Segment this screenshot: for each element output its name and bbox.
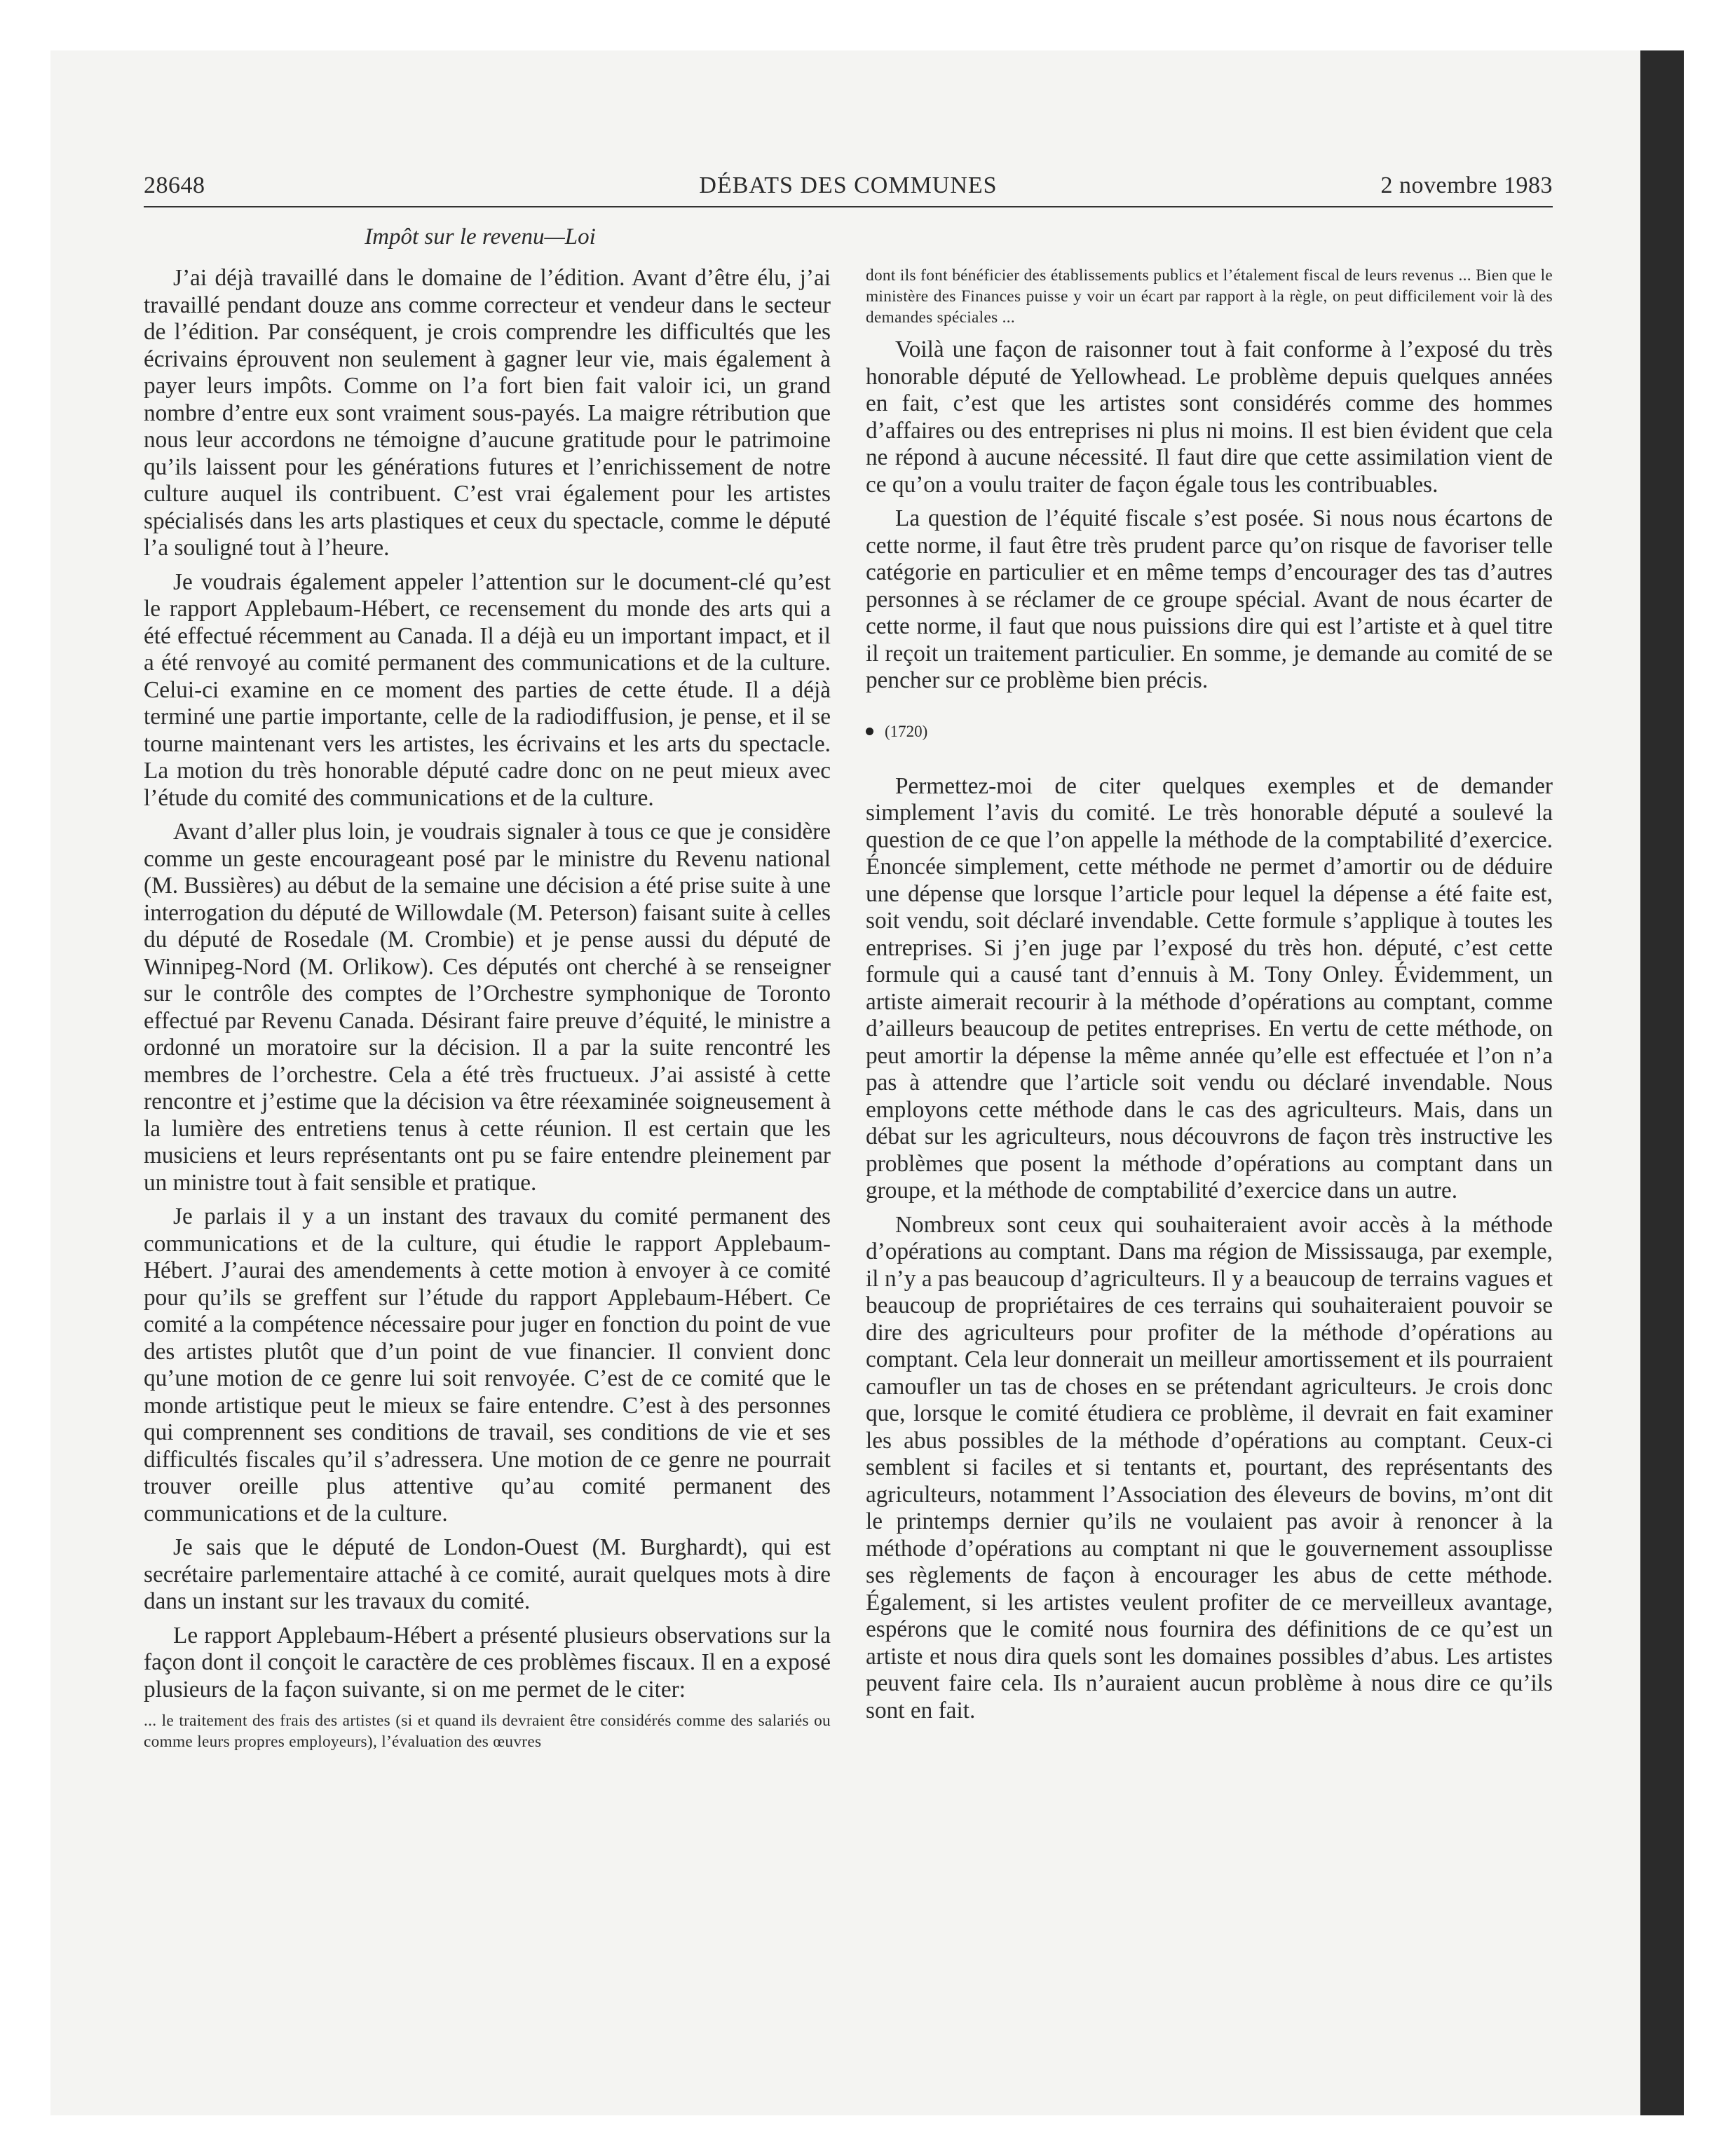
paragraph: Le rapport Applebaum-Hébert a présenté plusieurs observations sur la façon dont il conçoit le caractère de ces problèmes fiscaux. Il en a exposé plusieurs de la façon suivante, si on me permet de le citer: xyxy=(144,1622,831,1703)
right-column xyxy=(866,265,1553,1731)
paragraph: Je parlais il y a un instant des travaux du comité permanent des communications et de la culture, qui étudie le rapport Applebaum-Hébert. J’aurai des amendements à cette motion à envoyer à ce comité pour qu’ils se greffent sur l’étude du rapport Applebaum-Hébert. Ce comité a la compétence nécessaire pour juger en fonction du point de vue des artistes plutôt que d’un point de vue financier. Il convient donc qu’une motion de ce genre lui soit renvoyée. C’est de ce comité que le monde artistique peut le mieux se faire entendre. C’est à des personnes qui comprennent ses conditions de travail, ses conditions de vie et ses difficultés fiscales qu’il s’adressera. Une motion de ce genre ne pourrait trouver oreille plus attentive qu’au comité permanent des communications et de la culture. xyxy=(144,1203,831,1527)
header-rule xyxy=(144,206,1553,207)
paragraph: J’ai déjà travaillé dans le domaine de l’édition. Avant d’être élu, j’ai travaillé pendant douze ans comme correcteur et vendeur dans le secteur de l’édition. Par conséquent, je crois comprendre les difficultés que les écrivains éprouvent non seulement à gagner leur vie, mais également à payer leurs impôts. Comme on l’a fort bien fait valoir ici, un grand nombre d’entre eux sont vraiment sous-payés. La maigre rétribution que nous leur accordons ne témoigne d’aucune gratitude pour le patrimoine qu’ils laissent pour les générations futures et l’enrichissement de notre culture auquel ils contribuent. C’est vrai également pour les artistes spécialisés dans les arts plastiques et ceux du spectacle, comme le député l’a souligné tout à l’heure. xyxy=(144,265,831,561)
page-date: 2 novembre 1983 xyxy=(1380,172,1553,198)
section-title: Impôt sur le revenu—Loi xyxy=(365,224,596,250)
block-quote: ... le traitement des frais des artistes (si et quand ils devraient être considérés comme des salariés ou comme leurs propres employeurs), l’évaluation des œuvres xyxy=(144,1712,831,1751)
time-marker xyxy=(866,723,1553,741)
paragraph: Nombreux sont ceux qui souhaiteraient avoir accès à la méthode d’opérations au comptant. Dans ma région de Mississauga, par exemple, il n’y a pas beaucoup d’agriculteurs. Il y a beaucoup de terrains vagues et beaucoup de propriétaires de ces terrains qui souhaiteraient pouvoir se dire des agriculteurs pour profiter de la méthode d’opérations au comptant. Cela leur donnerait un meilleur amortissement et ils pourraient camoufler un tas de choses en se prétendant agriculteurs. Je crois donc que, lorsque le comité étudiera ce problème, il devrait en fait examiner les abus possibles de la méthode d’opérations au comptant. Ceux-ci semblent si faciles et si tentants et, pourtant, des représentants des agriculteurs, notamment l’Association des éleveurs de bovins, m’ont dit le printemps dernier qu’ils ne voulaient pas avoir à renoncer à la méthode d’opérations au comptant ni que le gouvernement assouplisse ses règlements de façon à encourager les abus de cette méthode. Également, si les artistes veulent profiter de ce merveilleux avantage, espérons que le comité nous fournira des définitions de ce qu’est un artiste et nous dira quels sont les domaines possibles d’abus. Les artistes peuvent faire cela. Ils n’auraient aucun problème à nous dire ce qu’ils sont en fait. xyxy=(866,1211,1553,1724)
block-quote-continued: dont ils font bénéficier des établissements publics et l’étalement fiscal de leurs revenus ... Bien que le ministère des Finances puisse y voir un écart par rapport à la règle, on peut difficilement voir là des demandes spéciales ... xyxy=(866,266,1553,327)
paragraph: Permettez-moi de citer quelques exemples et de demander simplement l’avis du comité. Le très honorable député a soulevé la question de ce que l’on appelle la méthode de la comptabilité d’exercice. Énoncée simplement, cette méthode ne permet d’amortir ou de déduire une dépense que lorsque l’article pour lequel la dépense a été faite est, soit vendu, soit déclaré invendable. Cette formule s’applique à toutes les entreprises. Si j’en juge par l’exposé du très hon. député, c’est cette formule qui a causé tant d’ennuis à M. Tony Onley. Évidemment, un artiste aimerait recourir à la méthode d’opérations au comptant, comme d’ailleurs beaucoup de petites entreprises. En vertu de cette méthode, on peut amortir la dépense la même année qu’elle est effectuée et l’on n’a pas à attendre que l’article soit vendu ou déclaré invendable. Nous employons cette méthode dans le cas des agriculteurs. Mais, dans un débat sur les agriculteurs, nous découvrons de façon très instructive les problèmes que posent la méthode d’opérations au comptant dans un groupe, et la méthode de comptabilité d’exercice dans un autre. xyxy=(866,772,1553,1203)
publication-title: DÉBATS DES COMMUNES xyxy=(699,172,998,198)
time-marker-text: (1720) xyxy=(885,722,928,740)
bullet-dot-icon xyxy=(866,728,873,735)
paragraph: Avant d’aller plus loin, je voudrais signaler à tous ce que je considère comme un geste encourageant posé par le ministre du Revenu national (M. Bussières) au début de la semaine une décision a été prise suite à une interrogation du député de Willowdale (M. Peterson) faisant suite à celles du député de Rosedale (M. Crombie) et je pense aussi du député de Winnipeg-Nord (M. Orlikow). Ces députés ont cherché à se renseigner sur le contrôle des comptes de l’Orchestre symphonique de Toronto effectué par Revenu Canada. Désirant faire preuve d’équité, le ministre a ordonné un moratoire sur la décision. Il a par la suite rencontré les membres de l’orchestre. Cela a été très fructueux. J’ai assisté à cette rencontre et j’estime que la décision va être réexaminée soigneusement à la lumière des entretiens tenus à cette réunion. Il est certain que les musiciens et leurs représentants ont pu se faire entendre pleinement par un ministre tout à fait sensible et pratique. xyxy=(144,819,831,1196)
paragraph: La question de l’équité fiscale s’est posée. Si nous nous écartons de cette norme, il faut être très prudent parce qu’on risque de favoriser telle catégorie en particulier et en même temps d’encourager des tas d’autres personnes à se réclamer de ce groupe spécial. Avant de nous écarter de cette norme, il faut que nous puissions dire qui est l’artiste et à quel titre il reçoit un traitement particulier. En somme, je demande au comité de se pencher sur ce problème bien précis. xyxy=(866,505,1553,693)
page-number: 28648 xyxy=(144,172,205,198)
paragraph: Je voudrais également appeler l’attention sur le document-clé qu’est le rapport Applebaum-Hébert, ce recensement du monde des arts qui a été effectué récemment au Canada. Il a déjà eu un important impact, et il a été renvoyé au comité permanent des communications et de la culture. Celui-ci examine en ce moment des parties de cette étude. Il a déjà terminé une partie importante, celle de la radiodiffusion, je pense, et il se tourne maintenant vers les artistes, les écrivains et les arts du spectacle. La motion du très honorable député cadre donc on ne peut mieux avec l’étude du comité des communications et de la culture. xyxy=(144,568,831,811)
scan-edge-bar xyxy=(1640,50,1684,2115)
paragraph: Je sais que le député de London-Ouest (M. Burghardt), qui est secrétaire parlementaire attaché à ce comité, aurait quelques mots à dire dans un instant sur les travaux du comité. xyxy=(144,1534,831,1614)
left-column xyxy=(144,265,831,1761)
page-header xyxy=(144,172,1553,205)
paragraph: Voilà une façon de raisonner tout à fait conforme à l’exposé du très honorable député de Yellowhead. Le problème depuis quelques années en fait, c’est que les artistes sont considérés comme des hommes d’affaires ou des entreprises ni plus ni moins. Il est bien évident que cela ne répond à aucune nécessité. Il faut dire que cette assimilation vient de ce qu’on a voulu traiter de façon égale tous les contribuables. xyxy=(866,336,1553,498)
